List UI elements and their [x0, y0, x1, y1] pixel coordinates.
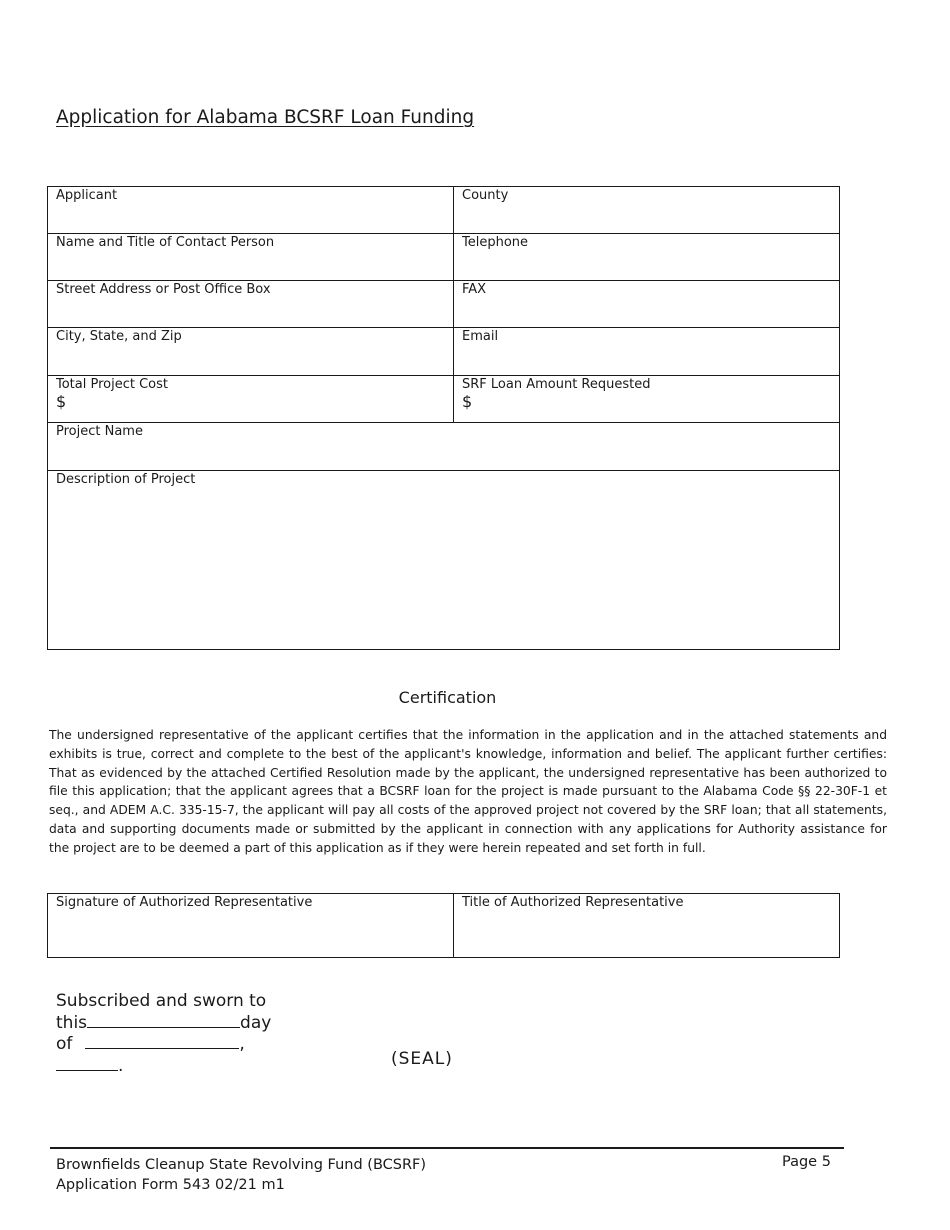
- total-project-cost-label: Total Project Cost: [56, 377, 169, 392]
- footer-program-name: Brownfields Cleanup State Revolving Fund (BCSRF): [56, 1157, 427, 1173]
- footer-form-number: Application Form 543 02/21 m1: [56, 1177, 285, 1193]
- fax-field[interactable]: [454, 281, 840, 328]
- project-name-field[interactable]: [48, 423, 840, 471]
- representative-title-field[interactable]: [454, 894, 840, 958]
- email-label: Email: [462, 329, 499, 344]
- dollar-sign: $: [56, 392, 67, 411]
- contact-person-label: Name and Title of Contact Person: [56, 235, 275, 250]
- email-field[interactable]: [454, 328, 840, 376]
- application-form-table: [47, 186, 840, 650]
- page-number: Page 5: [782, 1154, 831, 1170]
- loan-amount-label: SRF Loan Amount Requested: [462, 377, 651, 392]
- applicant-field[interactable]: [48, 187, 454, 234]
- representative-title-label: Title of Authorized Representative: [462, 895, 684, 910]
- city-state-zip-label: City, State, and Zip: [56, 329, 182, 344]
- street-address-field[interactable]: [48, 281, 454, 328]
- seal-label: (SEAL): [391, 1049, 453, 1069]
- notary-block: [56, 992, 271, 1076]
- comma: ,: [239, 1034, 245, 1054]
- fax-label: FAX: [462, 282, 487, 297]
- total-project-cost-field[interactable]: [48, 376, 454, 423]
- this-label: this: [56, 1012, 88, 1033]
- telephone-field[interactable]: [454, 234, 840, 281]
- sworn-heading: Subscribed and sworn to: [56, 991, 267, 1011]
- page-title: Application for Alabama BCSRF Loan Funding: [56, 107, 475, 128]
- project-description-field[interactable]: [48, 471, 840, 650]
- contact-person-field[interactable]: [48, 234, 454, 281]
- certification-heading: Certification: [398, 688, 497, 707]
- project-description-label: Description of Project: [56, 472, 196, 487]
- month-blank[interactable]: [85, 1033, 239, 1049]
- applicant-label: Applicant: [56, 188, 118, 203]
- telephone-label: Telephone: [462, 235, 529, 250]
- signature-table: [47, 893, 840, 958]
- period: .: [118, 1055, 124, 1076]
- footer-divider: [50, 1147, 844, 1149]
- county-label: County: [462, 188, 509, 203]
- street-address-label: Street Address or Post Office Box: [56, 282, 271, 297]
- city-state-zip-field[interactable]: [48, 328, 454, 376]
- dollar-sign: $: [462, 392, 473, 411]
- county-field[interactable]: [454, 187, 840, 234]
- day-label: day: [240, 1012, 272, 1033]
- footer-info: [56, 1155, 426, 1195]
- signature-label: Signature of Authorized Representative: [56, 895, 313, 910]
- of-label: of: [56, 1034, 73, 1054]
- signature-field[interactable]: [48, 894, 454, 958]
- year-blank[interactable]: [56, 1055, 118, 1071]
- certification-text: The undersigned representative of the applicant certifies that the information in the application and in the attached statements and exhibits is true, correct and complete to the best of the applicant's knowledge, information and belief. The applicant further certifies: That as evidenced by the attached Certified Resolution made by the applicant, the undersigned representative has been authorized to file this application; that the applicant agrees that a BCSRF loan for the project is made pursuant to the Alabama Code §§ 22-30F-1 et seq., and ADEM A.C. 335-15-7, the applicant will pay all costs of the approved project not covered by the SRF loan; that all statements, data and supporting documents made or submitted by the applicant in connection with any applications for Authority assistance for the project are to be deemed a part of this application as if they were herein repeated and set forth in full.: [49, 728, 887, 855]
- loan-amount-field[interactable]: [454, 376, 840, 423]
- day-blank[interactable]: [87, 1012, 240, 1028]
- project-name-label: Project Name: [56, 424, 143, 439]
